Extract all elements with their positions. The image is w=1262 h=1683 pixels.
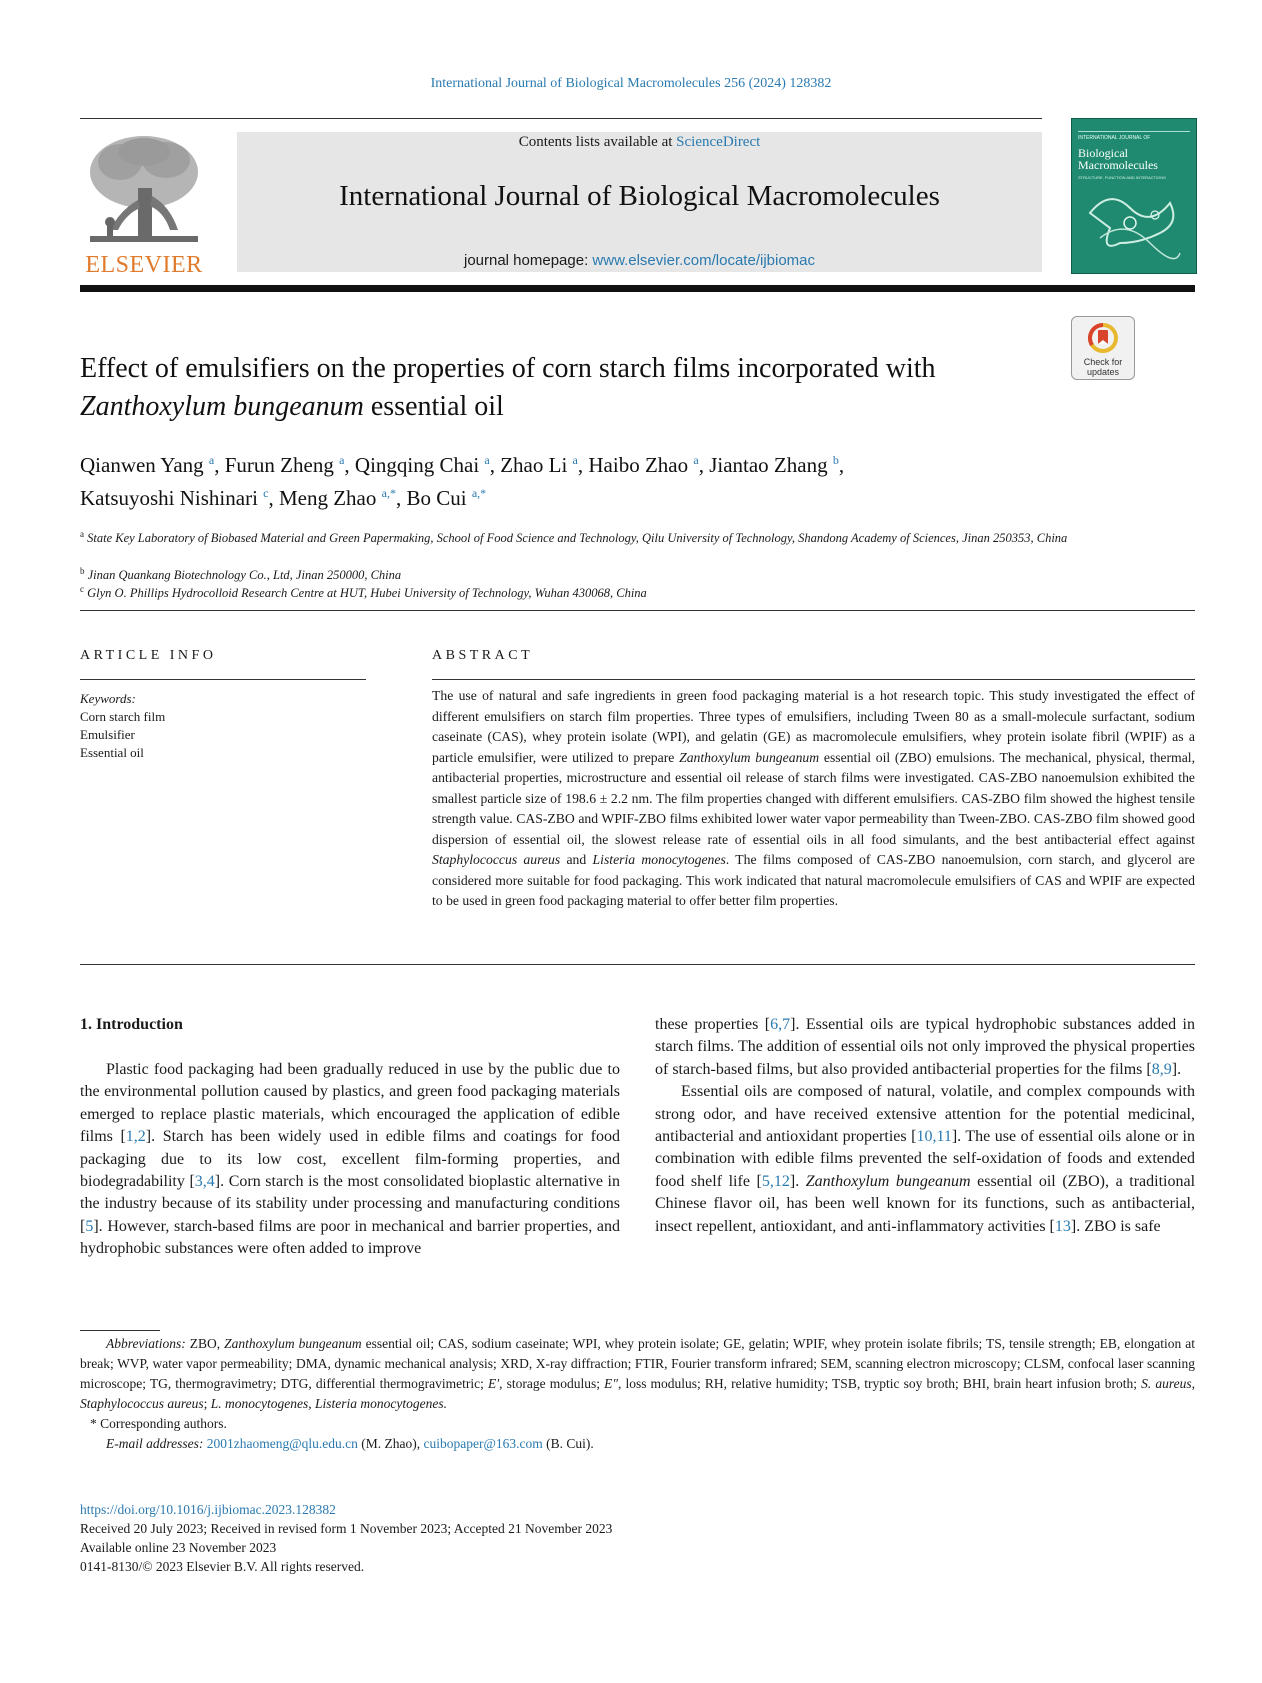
affiliation-a: $^a$ State Key Laboratory of Biobased Material and Green Papermaking, School of Food Science and Technology, Qilu University of Technology, Shandong Academy of Sciences, Jinan 250353, China — [80, 529, 1068, 546]
cover-title-line1: Biological — [1078, 146, 1128, 160]
cover-title — [1078, 147, 1158, 171]
abbreviations-footnote: Abbreviations: ZBO, Zanthoxylum bungeanum essential oil; CAS, sodium caseinate; WPI, whey protein isolate; GE, gelatin; WPIF, whey protein isolate fibrils; TS, tensile strength; EB, elongation at break; WVP, water vapor permeability; DMA, dynamic mechanical analysis; XRD, X-ray diffraction; FTIR, Fourier transform infrared; SEM, scanning electron microscopy; CLSM, confocal laser scanning microscope; TG, thermogravimetry; DTG, differential thermogravimetric; E′, storage modulus; E″, loss modulus; RH, relative humidity; TSB, tryptic soy broth; BHI, brain heart infusion broth; S. aureus, Staphylococcus aureus; L. monocytogenes, Listeria monocytogenes. — [80, 1336, 1196, 1411]
email-link[interactable]: cuibopaper@163.com — [423, 1436, 543, 1451]
footnote-rule — [80, 1330, 160, 1331]
ref-link[interactable]: 13 — [1054, 1217, 1071, 1235]
available-online: Available online 23 November 2023 — [80, 1540, 277, 1555]
journal-title: International Journal of Biological Macromolecules — [339, 180, 940, 212]
article-meta — [80, 1500, 1080, 1576]
keywords-block — [80, 690, 366, 762]
homepage-link[interactable]: www.elsevier.com/locate/ijbiomac — [592, 252, 816, 269]
check-updates-text — [1072, 357, 1134, 377]
copyright: 0141-8130/© 2023 Elsevier B.V. All rights reserved. — [80, 1559, 365, 1574]
doi-link[interactable]: https://doi.org/10.1016/j.ijbiomac.2023.128382 — [80, 1502, 336, 1517]
author[interactable]: Zhao Li $^a$ — [500, 453, 578, 477]
body-column-left — [80, 1059, 620, 1261]
abstract-end-rule — [80, 964, 1195, 965]
keyword-item: Essential oil — [80, 745, 144, 760]
header-rule — [80, 118, 1042, 119]
elsevier-tree-logo — [80, 130, 208, 270]
email-link[interactable]: 2001zhaomeng@qlu.edu.cn — [206, 1436, 358, 1451]
author[interactable]: Qingqing Chai $^a$ — [354, 453, 490, 477]
sciencedirect-link[interactable]: ScienceDirect — [676, 134, 761, 150]
keyword-item: Corn starch film — [80, 709, 166, 724]
corresponding-footnote: * Corresponding authors. — [90, 1416, 227, 1431]
cover-small-text: INTERNATIONAL JOURNAL OF — [1078, 135, 1151, 141]
author-list: Qianwen Yang $^a$, Furun Zheng $^a$, Qingqing Chai $^a$, Zhao Li $^a$, Haibo Zhao $^a$, Jiantao Zhang $^b$, Katsuyoshi Nishinari $^c$, Meng Zhao $^{a,*}$, Bo Cui $^{a,*}$ — [80, 453, 845, 510]
title-part1: Effect of emulsifiers on the properties of corn starch films incorporated with — [80, 353, 936, 384]
homepage-prefix: journal homepage: — [463, 252, 593, 269]
cover-top-rule — [1078, 123, 1190, 132]
keywords-label: Keywords: — [80, 691, 136, 706]
section-rule — [80, 610, 1195, 611]
author[interactable]: Haibo Zhao $^a$ — [588, 453, 699, 477]
author[interactable]: Meng Zhao $^{a,*}$ — [278, 486, 396, 510]
author[interactable]: Furun Zheng $^a$ — [224, 453, 345, 477]
running-head[interactable]: International Journal of Biological Macromolecules 256 (2024) 128382 — [430, 76, 832, 91]
cover-molecule-graphic — [1080, 183, 1188, 265]
author[interactable]: Jiantao Zhang $^b$ — [709, 453, 839, 477]
author[interactable]: Qianwen Yang $^a$ — [80, 453, 215, 477]
intro-paragraph-2: Essential oils are composed of natural, volatile, and complex compounds with strong odor, and have received extensive attention for the potential medicinal, antibacterial and antioxidant properties [10,11]. The use of essential oils alone or in combination with edible films prevented the self-oxidation of foods and extended food shelf life [5,12]. Zanthoxylum bungeanum essential oil (ZBO), a traditional Chinese flavor oil, has been well known for its functions, such as antibacterial, insect repellent, antioxidant, and anti-inflammatory activities [13]. ZBO is safe — [655, 1083, 1196, 1235]
footnotes — [80, 1334, 1195, 1454]
intro-paragraph-1-cont: these properties [6,7]. Essential oils are typical hydrophobic substances added in starch films. The addition of essential oils not only improved the physical properties of starch-based films, but also provided antibacterial properties for the films [8,9]. — [655, 1016, 1196, 1078]
article-info-heading: ARTICLE INFO — [80, 648, 217, 663]
email-footnote: E-mail addresses: 2001zhaomeng@qlu.edu.cn (M. Zhao), cuibopaper@163.com (B. Cui). — [106, 1436, 594, 1451]
abstract-rule — [432, 679, 1195, 680]
author[interactable]: Bo Cui $^{a,*}$ — [406, 486, 487, 510]
title-italic: Zanthoxylum bungeanum — [80, 391, 364, 422]
check-for-updates-badge[interactable] — [1071, 316, 1135, 380]
author[interactable]: Katsuyoshi Nishinari $^c$ — [80, 486, 269, 510]
cover-subtitle: STRUCTURE, FUNCTION AND INTERACTIONS — [1078, 175, 1166, 180]
received-dates: Received 20 July 2023; Received in revised form 1 November 2023; Accepted 21 November 2023 — [80, 1521, 613, 1536]
check-updates-icon — [1088, 323, 1118, 355]
journal-cover[interactable] — [1071, 118, 1197, 274]
title-part2: essential oil — [363, 391, 504, 422]
check-updates-line1: Check for — [1083, 357, 1123, 367]
intro-paragraph-1: Plastic food packaging had been gradually reduced in use by the public due to the environmental pollution caused by plastics, and green food packaging materials emerged to replace plastic materials, which encouraged the application of edible films [1,2]. Starch has been widely used in edible films and coatings for food packaging due to its low cost, excellent film-forming properties, and biodegradability [3,4]. Corn starch is the most consolidated bioplastic alternative in the industry because of its stability under processing and manufacturing conditions [5]. However, starch-based films are poor in mechanical and barrier properties, and hydrophobic substances were often added to improve — [80, 1061, 621, 1258]
affiliation-c: $^c$ Glyn O. Phillips Hydrocolloid Research Centre at HUT, Hubei University of Technology, Wuhan 430068, China — [80, 584, 647, 601]
ref-link[interactable]: 5 — [85, 1217, 94, 1235]
check-updates-line2: updates — [1086, 367, 1120, 377]
ref-link[interactable]: 3,4 — [194, 1173, 215, 1191]
contents-prefix: Contents lists available at — [518, 134, 677, 150]
intro-heading: 1. Introduction — [80, 1016, 183, 1033]
ref-link[interactable]: 6,7 — [770, 1016, 791, 1033]
body-column-right — [655, 1014, 1195, 1238]
abstract-text: The use of natural and safe ingredients in green food packaging material is a hot research topic. This study investigated the effect of different emulsifiers on starch film properties. Three types of emulsifiers, including Tween 80 as a small-molecule surfactant, sodium caseinate (CAS), whey protein isolate (WPI), and gelatin (GE) as macromolecule emulsifiers, whey protein isolate fibril (WPIF) as a particle emulsifier, were utilized to prepare Zanthoxylum bungeanum essential oil (ZBO) emulsions. The mechanical, physical, thermal, antibacterial properties, microstructure and essential oil release of starch films were investigated. CAS-ZBO nanoemulsion exhibited the smallest particle size of 198.6 ± 2.2 nm. The film properties changed with different emulsifiers. CAS-ZBO film showed the highest tensile strength value. CAS-ZBO and WPIF-ZBO films exhibited lower water vapor permeability than Tween-ZBO. CAS-ZBO film showed good dispersion of essential oil, the slowest release rate of essential oils in all food simulants, and the best antibacterial effect against Staphylococcus aureus and Listeria monocytogenes. The films composed of CAS-ZBO nanoemulsion, corn starch, and glycerol are considered more suitable for food packaging. This work indicated that natural macromolecule emulsifiers of CAS and WPIF are expected to be used in green food packaging material to offer better film properties. — [432, 688, 1195, 908]
elsevier-wordmark: ELSEVIER — [85, 252, 203, 278]
article-title — [80, 350, 1060, 426]
ref-link[interactable]: 5,12 — [761, 1172, 790, 1190]
contents-line — [237, 134, 1042, 151]
cover-title-line2: Macromolecules — [1078, 158, 1158, 172]
affiliation-b: $^b$ Jinan Quankang Biotechnology Co., Ltd, Jinan 250000, China — [80, 566, 402, 583]
keyword-item: Emulsifier — [80, 727, 135, 742]
ref-link[interactable]: 8,9 — [1151, 1060, 1172, 1078]
homepage-line — [237, 252, 1042, 269]
abstract-heading: ABSTRACT — [432, 648, 534, 663]
article-info-rule — [80, 679, 366, 680]
ref-link[interactable]: 10,11 — [916, 1128, 952, 1146]
ref-link[interactable]: 1,2 — [125, 1128, 146, 1146]
header-thick-rule — [80, 285, 1195, 292]
